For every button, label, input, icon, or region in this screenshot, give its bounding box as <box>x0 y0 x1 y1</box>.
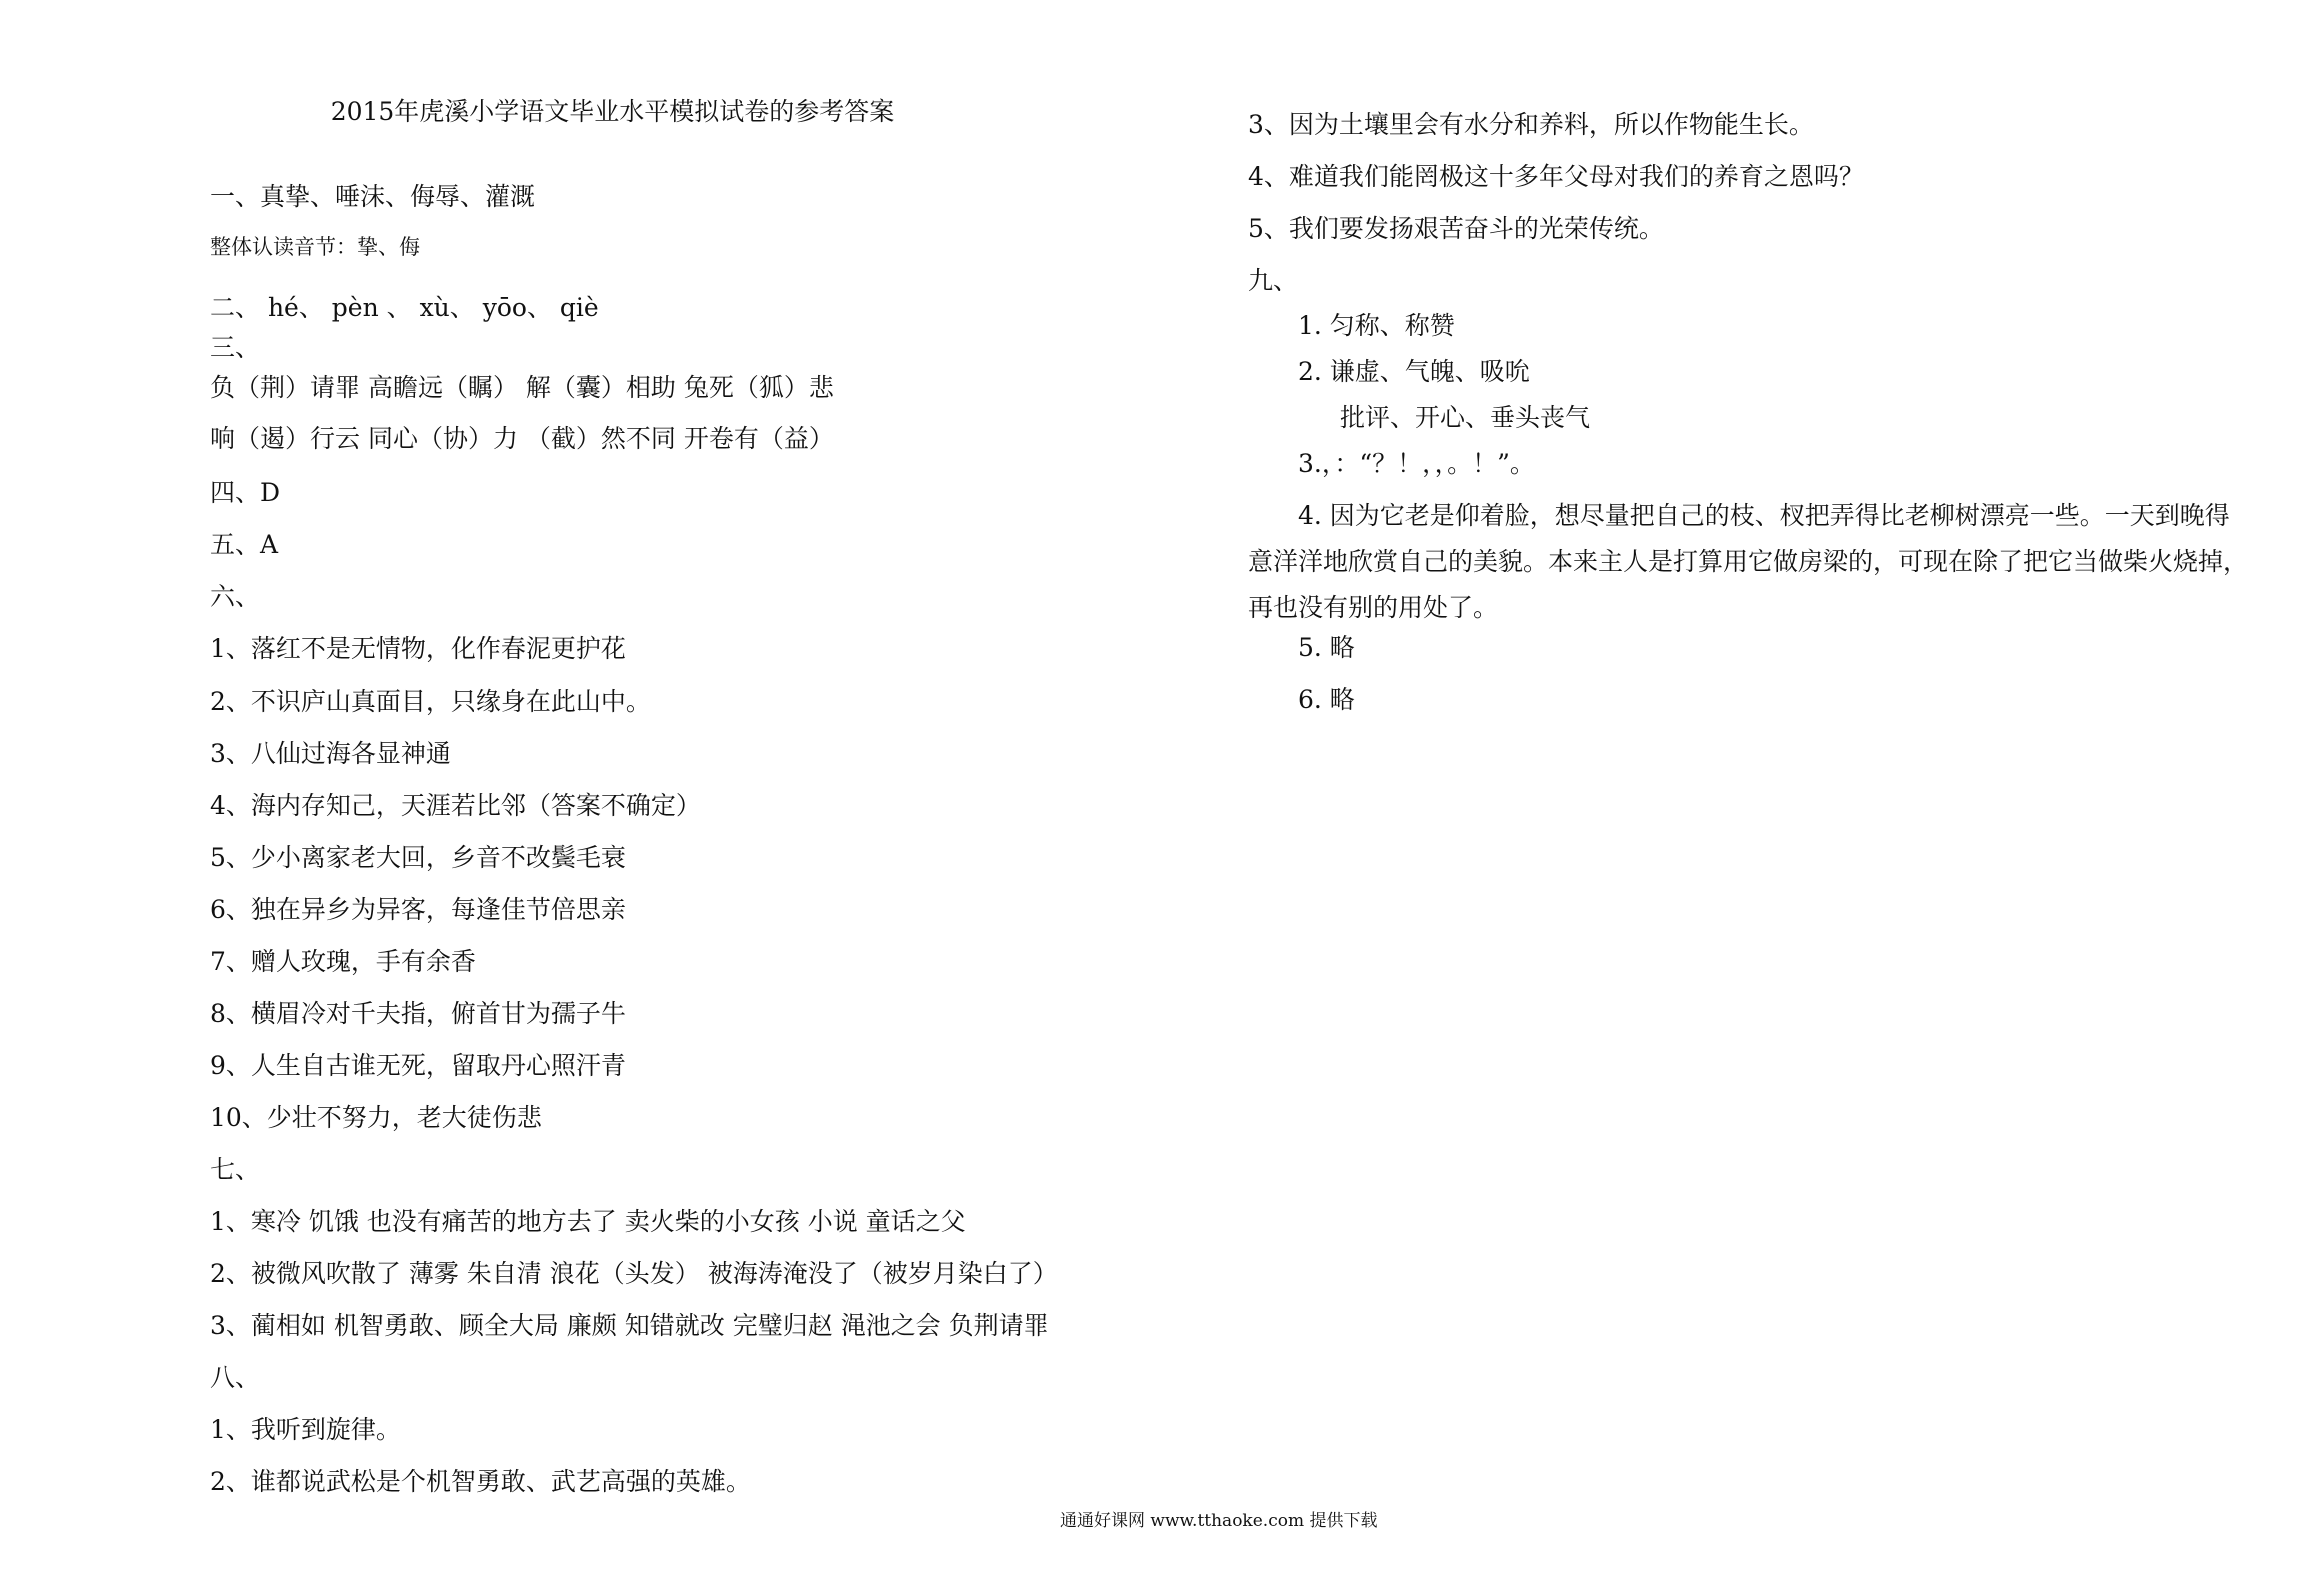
answer-line-29: 5、我们要发扬艰苦奋斗的光荣传统。 <box>1248 214 1664 243</box>
answer-line-31: 1. 匀称、称赞 <box>1298 311 1455 340</box>
answer-line-16: 7、赠人玫瑰，手有余香 <box>210 947 476 976</box>
document-title: 2015年虎溪小学语文毕业水平模拟试卷的参考答案 <box>330 97 895 126</box>
answer-line-13: 4、海内存知己，天涯若比邻（答案不确定） <box>210 791 701 820</box>
answer-line-36: 6. 略 <box>1298 685 1355 714</box>
answer-line-8: 五、A <box>210 530 279 559</box>
answer-line-20: 七、 <box>210 1155 261 1184</box>
answer-line-35: 5. 略 <box>1298 633 1355 662</box>
answer-line-32: 2. 谦虚、气魄、吸吮 <box>1298 357 1530 386</box>
answer-line-30: 九、 <box>1248 266 1299 295</box>
answer-line-26: 2、谁都说武松是个机智勇敢、武艺高强的英雄。 <box>210 1467 751 1496</box>
answer-line-1: 一、真挚、唾沫、侮辱、灌溉 <box>210 182 536 211</box>
answer-line-23: 3、蔺相如 机智勇敢、顾全大局 廉颇 知错就改 完璧归赵 渑池之会 负荆请罪 <box>210 1311 1049 1340</box>
answer-line-18: 9、人生自古谁无死，留取丹心照汗青 <box>210 1051 626 1080</box>
answer-line-25: 1、我听到旋律。 <box>210 1415 401 1444</box>
answer-line-12: 3、八仙过海各显神通 <box>210 739 451 768</box>
answer-line-14: 5、少小离家老大回，乡音不改鬓毛衰 <box>210 843 626 872</box>
answer-line-34: 3.，：“？！，，。！”。 <box>1298 449 1535 478</box>
answer-line-2: 整体认读音节：挚、侮 <box>210 235 420 259</box>
answer-line-27: 3、因为土壤里会有水分和养料，所以作物能生长。 <box>1248 110 1814 139</box>
footer-text: 通通好课网 www.tthaoke.com 提供下载 <box>1060 1511 1378 1531</box>
answer-line-19: 10、少壮不努力，老大徒伤悲 <box>210 1103 542 1132</box>
answer-line-28: 4、难道我们能罔极这十多年父母对我们的养育之恩吗？ <box>1248 162 1864 191</box>
answer-line-11: 2、不识庐山真面目，只缘身在此山中。 <box>210 687 651 716</box>
answer-line-22: 2、被微风吹散了 薄雾 朱自清 浪花（头发） 被海涛淹没了（被岁月染白了） <box>210 1259 1058 1288</box>
answer-paragraph: 4. 因为它老是仰着脸，想尽量把自己的枝、杈把弄得比老柳树漂亮一些。一天到晚得意洋洋地欣赏自己的美貌。本来主人是打算用它做房梁的，可现在除了把它当做柴火烧掉，再也没有别的用处了。 <box>1248 501 2249 622</box>
answer-line-3: 二、 hé、 pèn 、 xù、 yōo、 qiè <box>210 293 599 322</box>
answer-line-7: 四、D <box>210 478 281 507</box>
answer-line-33: 批评、开心、垂头丧气 <box>1340 403 1591 432</box>
answer-line-17: 8、横眉冷对千夫指，俯首甘为孺子牛 <box>210 999 626 1028</box>
answer-line-9: 六、 <box>210 582 261 611</box>
answer-line-24: 八、 <box>210 1363 261 1392</box>
answer-line-10: 1、落红不是无情物，化作春泥更护花 <box>210 634 626 663</box>
answer-line-6: 响（遏）行云 同心（协）力 （截）然不同 开卷有（益） <box>210 424 834 453</box>
answer-line-21: 1、寒冷 饥饿 也没有痛苦的地方去了 卖火柴的小女孩 小说 童话之父 <box>210 1207 966 1236</box>
answer-line-5: 负（荆）请罪 高瞻远（瞩） 解（囊）相助 兔死（狐）悲 <box>210 373 834 402</box>
answer-line-4: 三、 <box>210 333 261 362</box>
answer-line-15: 6、独在异乡为异客，每逢佳节倍思亲 <box>210 895 626 924</box>
